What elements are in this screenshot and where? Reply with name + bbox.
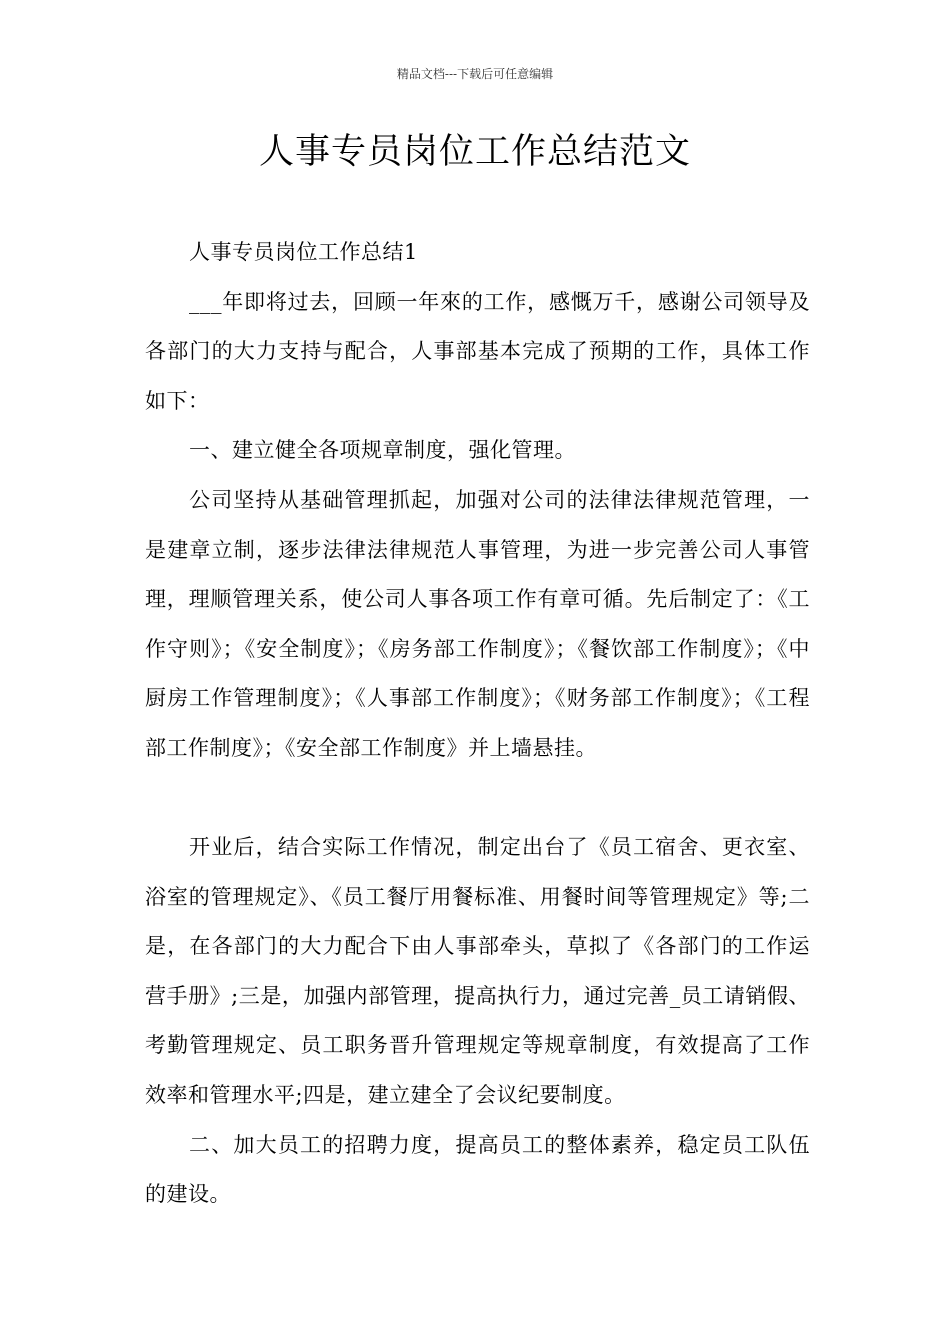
document-title: 人事专员岗位工作总结范文 xyxy=(258,132,691,172)
paragraph: ___年即将过去，回顾一年來的工作，感慨万千，感谢公司领导及各部门的大力支持与配合，人事部基本完成了预期的工作，具体工作如下： xyxy=(145,289,810,413)
body-block-2 xyxy=(145,823,810,1220)
paragraph: 公司坚持从基础管理抓起，加强对公司的法律法律规范管理，一是建章立制，逐步法律法律规范人事管理，为进一步完善公司人事管理，理顺管理关系，使公司人事各项工作有章可循。先后制定了：《工作守则》；《安全制度》；《房务部工作制度》；《餐饮部工作制度》；《中厨房工作管理制度》；《人事部工作制度》；《财务部工作制度》；《工程部工作制度》；《安全部工作制度》并上墙悬挂。 xyxy=(145,487,810,760)
body-block-1 xyxy=(145,228,810,774)
paragraph: 开业后，结合实际工作情况，制定出台了《员工宿舍、更衣室、浴室的管理规定》、《员工餐厅用餐标准、用餐时间等管理规定》等;二是，在各部门的大力配合下由人事部牵头，草拟了《各部门的工作运营手册》;三是，加强内部管理，提高执行力，通过完善_员工请销假、考勤管理规定、员工职务晋升管理规定等规章制度，有效提高了工作效率和管理水平;四是，建立建全了会议纪要制度。 xyxy=(145,835,810,1107)
section-heading: 人事专员岗位工作总结1 xyxy=(189,240,418,264)
header-note: 精品文档---下载后可任意编辑 xyxy=(396,67,554,81)
paragraph: 二、加大员工的招聘力度，提高员工的整体素养，稳定员工队伍的建设。 xyxy=(145,1132,810,1207)
paragraph: 一、建立健全各项规章制度，强化管理。 xyxy=(189,438,576,463)
